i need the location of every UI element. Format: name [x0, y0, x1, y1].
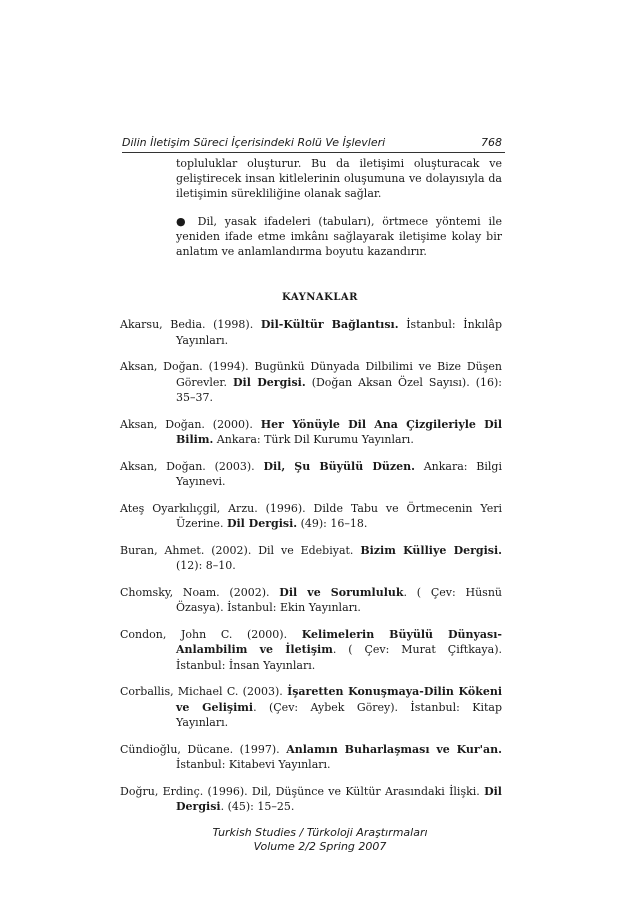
header-rule [122, 152, 505, 153]
reference-list [120, 317, 502, 826]
page-footer [120, 826, 520, 854]
reference-item: Ateş Oyarkılıçgil, Arzu. (1996). Dilde Tabu ve Örtmecenin Yeri Üzerine. Dil Dergisi. (49): 16–18. [120, 501, 502, 530]
header-title: Dilin İletişim Süreci İçerisindeki Rolü Ve İşlevleri [122, 136, 386, 149]
reference-item: Condon, John C. (2000). Kelimelerin Büyülü Dünyası-Anlambilim ve İletişim. ( Çev: Murat Çiftkaya). İstanbul: İnsan Yayınları. [120, 627, 502, 672]
footer-journal: Turkish Studies / Türkoloji Araştırmaları [212, 826, 428, 839]
footer-volume: Volume 2/2 Spring 2007 [253, 840, 387, 853]
reference-item: Cündioğlu, Dücane. (1997). Anlamın Buharlaşması ve Kur'an. İstanbul: Kitabevi Yayınları. [120, 742, 502, 771]
section-title-references: KAYNAKLAR [282, 292, 358, 303]
reference-item: Buran, Ahmet. (2002). Dil ve Edebiyat. Bizim Külliye Dergisi. (12): 8–10. [120, 543, 502, 572]
reference-item: Corballis, Michael C. (2003). İşaretten Konuşmaya-Dilin Kökeni ve Gelişimi. (Çev: Aybek Görey). İstanbul: Kitap Yayınları. [120, 685, 502, 729]
page-number: 768 [481, 136, 502, 149]
reference-item: Aksan, Doğan. (2003). Dil, Şu Büyülü Düzen. Ankara: Bilgi Yayınevi. [120, 459, 502, 488]
reference-item: Aksan, Doğan. (1994). Bugünkü Dünyada Dilbilimi ve Bize Düşen Görevler. Dil Dergisi. (Doğan Aksan Özel Sayısı). (16): 35–37. [120, 360, 503, 404]
body-paragraph-1: topluluklar oluşturur. Bu da iletişimi oluşturacak ve geliştirecek insan kitlelerinin oluşumuna ve dolayısıyla da iletişimin sürekliliğine olanak sağlar. [176, 157, 502, 200]
reference-item: Chomsky, Noam. (2002). Dil ve Sorumluluk. ( Çev: Hüsnü Özasya). İstanbul: Ekin Yayınları. [120, 585, 502, 614]
reference-item: Akarsu, Bedia. (1998). Dil-Kültür Bağlantısı. İstanbul: İnkılâp Yayınları. [120, 318, 502, 347]
body-paragraph-2: ● Dil, yasak ifadeleri (tabuları), örtmece yöntemi ile yeniden ifade etme imkânı sağlayarak iletişime kolay bir anlatım ve anlamlandırma boyutu kazandırır. [176, 215, 502, 258]
reference-item: Doğru, Erdinç. (1996). Dil, Düşünce ve Kültür Arasındaki İlişki. Dil Dergisi. (45): 15–25. [120, 784, 502, 813]
reference-item: Aksan, Doğan. (2000). Her Yönüyle Dil Ana Çizgileriyle Dil Bilim. Ankara: Türk Dil Kurumu Yayınları. [120, 417, 502, 446]
